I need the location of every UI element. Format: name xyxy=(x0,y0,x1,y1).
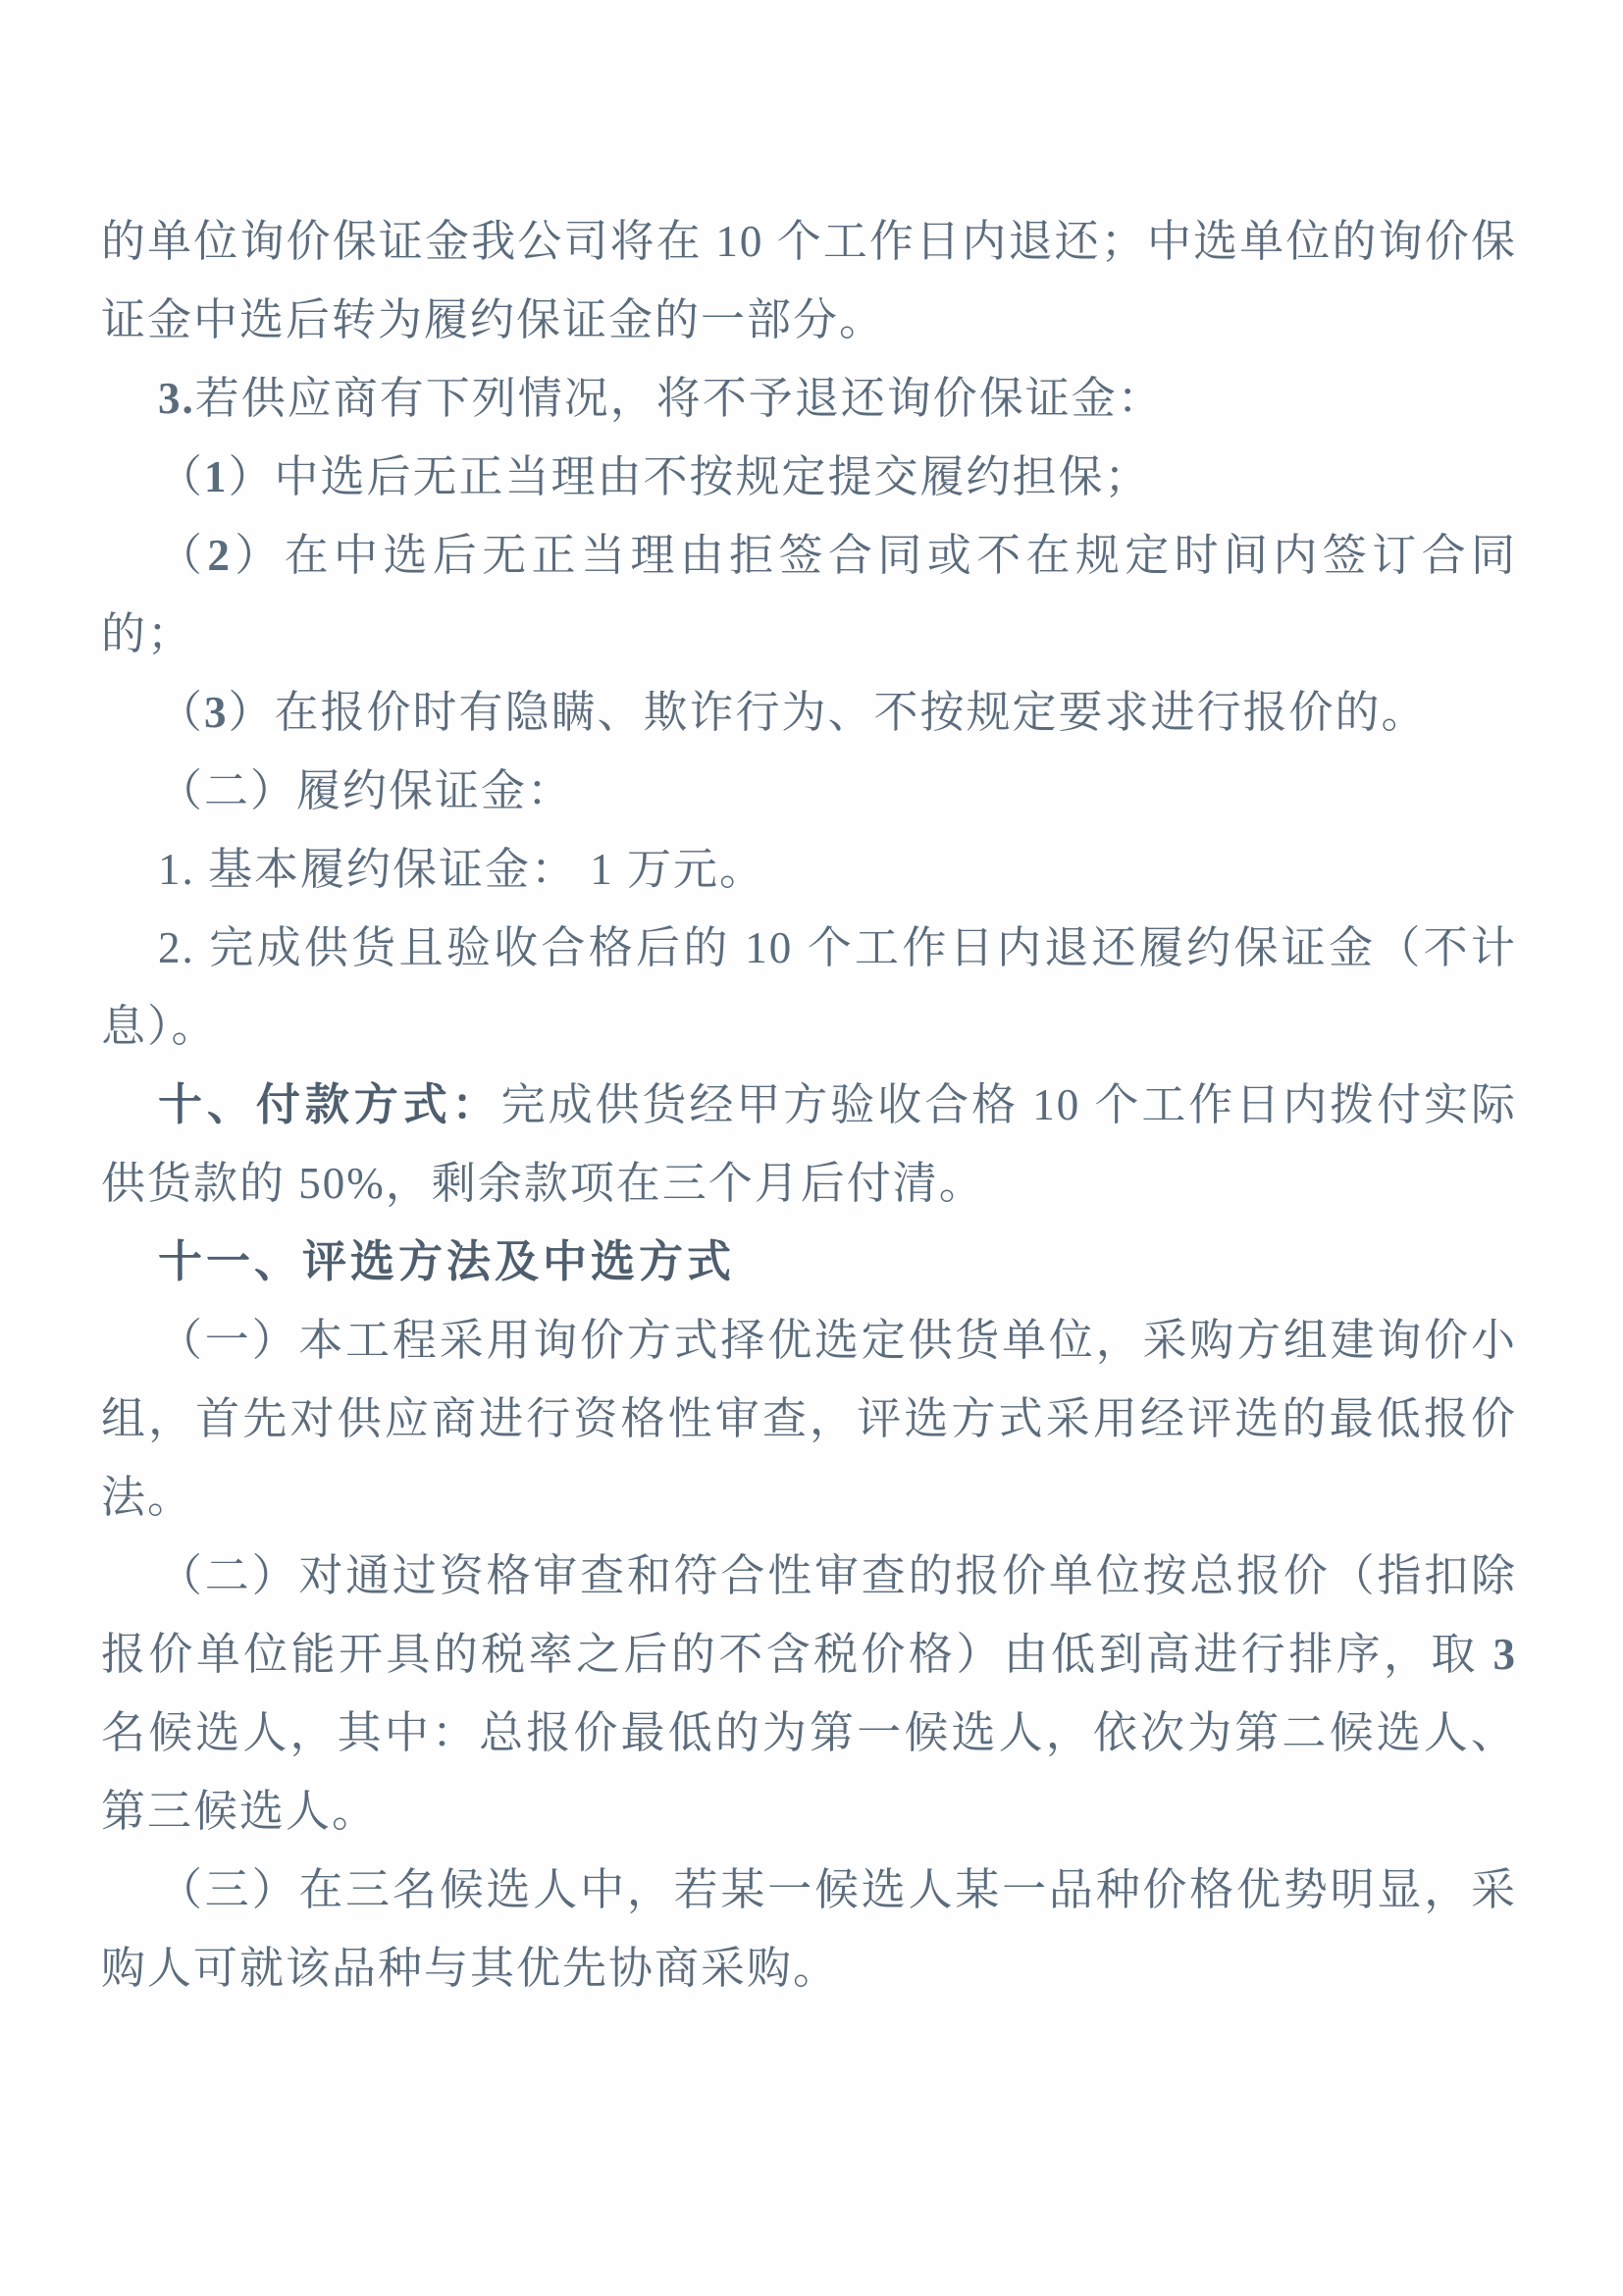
paragraph xyxy=(101,909,1517,1066)
text-run: （ xyxy=(158,531,208,580)
paragraph xyxy=(101,673,1517,752)
text-run: 3 xyxy=(1492,1630,1517,1679)
text-run: ）在报价时有隐瞒、欺诈行为、不按规定要求进行报价的。 xyxy=(228,688,1428,737)
heading-run: 十、付款方式： xyxy=(158,1079,501,1129)
paragraph xyxy=(101,516,1517,673)
paragraph xyxy=(101,1223,1517,1301)
paragraph xyxy=(101,438,1517,516)
text-run: （ xyxy=(158,452,205,501)
paragraph xyxy=(101,1851,1517,2008)
paragraph xyxy=(101,202,1517,359)
text-run: 完成供货经甲方验收合格 10 个工作日内拨付实际供货款的 50%，剩余款项在三个月后付清。 xyxy=(101,1080,1517,1208)
text-run: 2. 完成供货且验收合格后的 10 个工作日内退还履约保证金（不计息）。 xyxy=(101,923,1517,1051)
text-run: ）中选后无正当理由不按规定提交履约担保； xyxy=(228,452,1151,501)
text-run: ）在中选后无正当理由拒签合同或不在规定时间内签订合同的； xyxy=(101,531,1517,658)
text-run: 1 xyxy=(204,452,229,501)
text-run: （ xyxy=(158,688,205,737)
text-run: （三）在三名候选人中，若某一候选人某一品种价格优势明显，采购人可就该品种与其优先协商采购。 xyxy=(101,1865,1517,1993)
text-run: 2 xyxy=(207,531,232,580)
paragraph xyxy=(101,830,1517,909)
document-body xyxy=(101,202,1517,2008)
text-run: 若供应商有下列情况，将不予退还询价保证金： xyxy=(194,374,1164,423)
text-run: 名候选人，其中：总报价最低的为第一候选人，依次为第二候选人、第三候选人。 xyxy=(101,1708,1517,1836)
paragraph xyxy=(101,1066,1517,1223)
text-run: 3. xyxy=(158,374,195,423)
paragraph xyxy=(101,1537,1517,1851)
paragraph xyxy=(101,752,1517,830)
heading-run: 十一、评选方法及中选方式 xyxy=(158,1236,736,1286)
text-run: （一）本工程采用询价方式择优选定供货单位，采购方组建询价小组，首先对供应商进行资格性审查，评选方式采用经评选的最低报价法。 xyxy=(101,1316,1517,1522)
text-run: （二）履约保证金： xyxy=(158,766,574,815)
text-run: （二）对通过资格审查和符合性审查的报价单位按总报价（指扣除报价单位能开具的税率之后的不含税价格）由低到高进行排序，取 xyxy=(101,1551,1517,1679)
text-run: 的单位询价保证金我公司将在 10 个工作日内退还；中选单位的询价保证金中选后转为履约保证金的一部分。 xyxy=(101,217,1517,344)
text-run: 3 xyxy=(204,688,229,737)
text-run: 1. 基本履约保证金： 1 万元。 xyxy=(158,845,766,894)
paragraph xyxy=(101,359,1517,438)
paragraph xyxy=(101,1301,1517,1537)
